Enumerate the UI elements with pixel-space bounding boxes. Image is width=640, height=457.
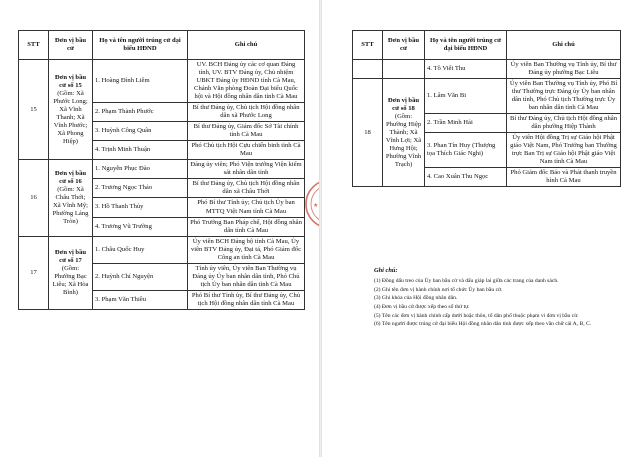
- candidate-name: 4. Trương Vũ Trường: [93, 217, 188, 236]
- candidate-note: Phó Bí thư Tỉnh ủy; Chủ tịch Ủy ban MTTQ Việt Nam tỉnh Cà Mau: [188, 198, 305, 217]
- note-line: (1) Đồng dấu treo của Ủy ban bầu cử và dấu giáp lai giữa các trang của danh sách.: [374, 277, 559, 284]
- unit-cell: [49, 60, 93, 160]
- candidate-name: 3. Huỳnh Công Quân: [93, 122, 188, 141]
- candidate-note: Tỉnh ủy viên, Ủy viên Ban Thường vụ Đảng ủy Ủy ban nhân dân tỉnh, Phó Chủ tịch Ủy ban nhân dân tỉnh Cà Mau: [188, 263, 305, 290]
- candidate-note: Phó Chủ tịch Hội Cựu chiến binh tỉnh Cà Mau: [188, 141, 305, 160]
- candidate-name: 1. Nguyễn Phục Đào: [93, 160, 188, 179]
- candidate-name: 4. Tô Viết Thu: [425, 60, 507, 79]
- candidate-name: 2. Huỳnh Chí Nguyện: [93, 263, 188, 290]
- note-line: (4) Đơn vị bầu cử được xếp theo số thứ tự.: [374, 303, 470, 310]
- candidate-name: 4. Cao Xuân Thu Ngọc: [425, 168, 507, 187]
- notes-list: [374, 277, 624, 329]
- unit-description: (Gồm: Xã Châu Thới; Xã Vĩnh Mỹ; Phường Láng Tròn): [52, 185, 89, 226]
- table-row: [19, 160, 305, 179]
- candidate-note: Phó Bí thư Tỉnh ủy, Bí thư Đảng ủy, Chủ tịch Hội đồng nhân dân tỉnh Cà Mau: [188, 290, 305, 309]
- unit-title: Đơn vị bầu cử số 16: [54, 169, 87, 185]
- candidate-note: Bí thư Đảng ủy, Giám đốc Sở Tài chính tỉnh Cà Mau: [188, 122, 305, 141]
- header-unit: Đơn vị bầu cử: [49, 31, 93, 60]
- candidate-note: Ủy viên Ban Thường vụ Tỉnh ủy, Bí thư Đảng ủy phường Bạc Liêu: [507, 60, 621, 79]
- notes-section: [374, 266, 624, 329]
- table-row: [19, 60, 305, 103]
- table-row: [353, 79, 621, 114]
- unit-cell: [49, 236, 93, 309]
- candidate-note: UV. BCH Đảng ủy các cơ quan Đảng tỉnh, UV. BTV Đảng ủy, Chủ nhiệm UBKT Đảng ủy HĐND tỉnh Cà Mau, Chánh Văn phòng Đoàn Đại biểu Quốc hội và Hội đồng nhân dân tỉnh Cà Mau: [188, 60, 305, 103]
- note-line: (3) Ghi khóa của Hội đồng nhân dân.: [374, 295, 458, 302]
- candidate-name: 1. Châu Quốc Huy: [93, 236, 188, 263]
- stt-cell: 17: [19, 236, 49, 309]
- header-name: Họ và tên người trúng cử đại biểu HĐND: [425, 31, 507, 60]
- candidate-note: Ủy viên BCH Đảng bộ tỉnh Cà Mau, Ủy viên BTV Đảng ủy, Đại tá, Phó Giám đốc Công an tỉnh Cà Mau: [188, 236, 305, 263]
- svg-text:★: ★: [313, 202, 319, 209]
- candidate-note: Bí thư Đảng ủy, Chủ tịch Hội đồng nhân dân phường Hiệp Thành: [507, 114, 621, 133]
- unit-cell: [49, 160, 93, 236]
- candidate-name: 3. Phan Tín Huy (Thượng tọa Thích Giác Nghi): [425, 133, 507, 168]
- candidate-name: 3. Phạm Văn Thiều: [93, 290, 188, 309]
- header-stt: STT: [353, 31, 383, 60]
- right-page: [322, 0, 640, 457]
- candidate-note: Ủy viên Ban Thường vụ Tỉnh ủy, Phó Bí thư Thường trực Đảng ủy Ủy ban nhân dân tỉnh, Phó Chủ tịch Thường trực Ủy ban nhân dân tỉnh Cà Mau: [507, 79, 621, 114]
- candidate-note: Bí thư Đảng ủy, Chủ tịch Hội đồng nhân dân xã Châu Thới: [188, 179, 305, 198]
- unit-description: (Gồm: Phường Hiệp Thành; Xã Vĩnh Lợi; Xã Hưng Hội; Phường Vĩnh Trạch): [385, 112, 422, 168]
- stt-cell: 18: [353, 79, 383, 187]
- candidate-name: 3. Hồ Thanh Thủy: [93, 198, 188, 217]
- table-row: [19, 236, 305, 263]
- candidate-name: 1. Lâm Văn Bi: [425, 79, 507, 114]
- table-row: [353, 60, 621, 79]
- candidate-note: Phó Trưởng Ban Pháp chế, Hội đồng nhân dân tỉnh Cà Mau: [188, 217, 305, 236]
- candidate-note: Phó Giám đốc Báo và Phát thanh truyền hình Cà Mau: [507, 168, 621, 187]
- header-note: Ghi chú: [188, 31, 305, 60]
- note-line: (2) Ghi tên đơn vị hành chính nơi tổ chức Ủy ban bầu cử.: [374, 286, 503, 293]
- results-table-left: [18, 30, 305, 310]
- candidate-name: 2. Trần Minh Hải: [425, 114, 507, 133]
- candidate-name: 4. Trịnh Minh Thuận: [93, 141, 188, 160]
- candidate-note: Ủy viên Hội đồng Trị sự Giáo hội Phật giáo Việt Nam, Phó Trưởng ban Thường trực Ban Trị sự Giáo hội Phật giáo Việt Nam tỉnh Cà Mau: [507, 133, 621, 168]
- header-stt: STT: [19, 31, 49, 60]
- candidate-name: 2. Phạm Thành Phước: [93, 103, 188, 122]
- candidate-name: 2. Trương Ngọc Thảo: [93, 179, 188, 198]
- note-line: (6) Tên người được trúng cử đại biểu Hội đồng nhân dân tỉnh được xếp theo vần chữ cái A, B, C.: [374, 321, 592, 328]
- stt-cell: [353, 60, 383, 79]
- header-name: Họ và tên người trúng cử đại biểu HĐND: [93, 31, 188, 60]
- unit-cell: [383, 79, 425, 187]
- header-unit: Đơn vị bầu cử: [383, 31, 425, 60]
- stt-cell: 15: [19, 60, 49, 160]
- table-header-row: [19, 31, 305, 60]
- unit-title: Đơn vị bầu cử số 15: [54, 73, 87, 89]
- stt-cell: 16: [19, 160, 49, 236]
- unit-cell: [383, 60, 425, 79]
- header-note: Ghi chú: [507, 31, 621, 60]
- candidate-note: Bí thư Đảng ủy, Chủ tịch Hội đồng nhân dân xã Phước Long: [188, 103, 305, 122]
- results-table-right: [352, 30, 621, 187]
- candidate-note: Đảng ủy viên; Phó Viện trưởng Viện kiểm sát nhân dân tỉnh: [188, 160, 305, 179]
- candidate-name: 1. Hoàng Đình Liêm: [93, 60, 188, 103]
- table-header-row: [353, 31, 621, 60]
- unit-title: Đơn vị bầu cử số 17: [54, 248, 87, 264]
- notes-title: Ghi chú:: [374, 267, 398, 274]
- unit-description: (Gồm: Xã Phước Long; Xã Vĩnh Thanh; Xã Vĩnh Phước; Xã Phong Hiệp): [53, 89, 88, 145]
- unit-title: Đơn vị bầu cử số 18: [387, 96, 420, 112]
- note-line: (5) Tên các đơn vị hành chính cấp dưới hoặc thôn, tổ dân phố thuộc phạm vi đơn vị bầu cử.: [374, 312, 579, 319]
- unit-description: (Gồm: Phường Bạc Liêu; Xã Hòa Bình): [52, 264, 89, 296]
